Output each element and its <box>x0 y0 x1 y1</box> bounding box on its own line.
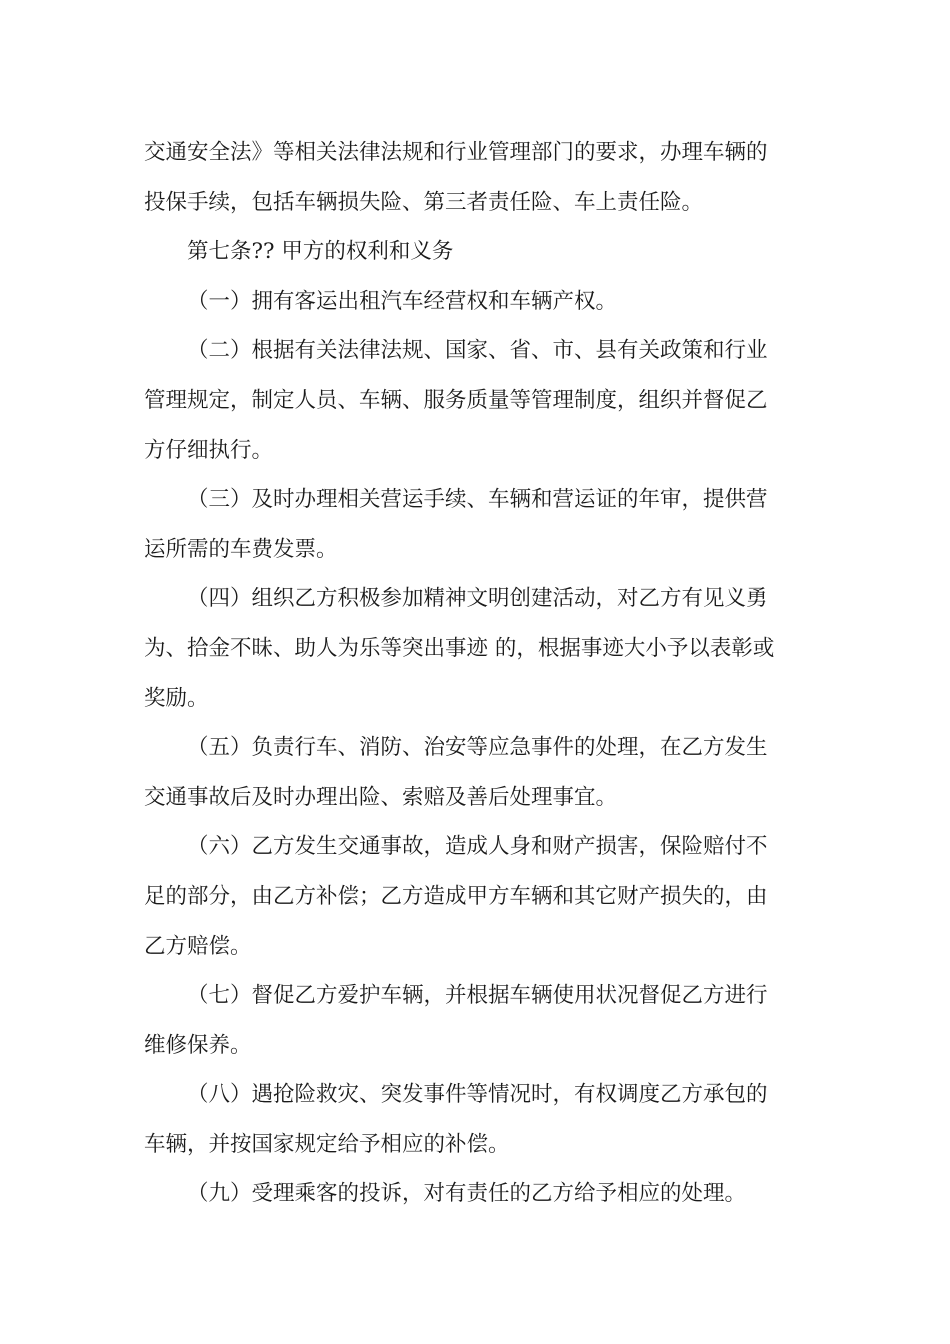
text-line: （三）及时办理相关营运手续、车辆和营运证的年审，提供营 <box>187 487 768 513</box>
paragraph <box>144 1169 808 1219</box>
paragraph <box>144 227 808 277</box>
text-line: 方仔细执行。 <box>144 437 274 463</box>
text-line: （八）遇抢险救灾、突发事件等情况时，有权调度乙方承包的 <box>187 1082 768 1108</box>
text-line: 奖励。 <box>144 685 209 711</box>
paragraph <box>144 475 808 574</box>
text-line: 为、拾金不昧、助人为乐等突出事迹 的，根据事迹大小予以表彰或 <box>144 635 775 661</box>
paragraph <box>144 822 808 971</box>
text-line: （二）根据有关法律法规、国家、省、市、县有关政策和行业 <box>187 338 768 364</box>
text-line: 交通安全法》等相关法律法规和行业管理部门的要求，办理车辆的 <box>144 140 768 165</box>
paragraph <box>144 723 808 822</box>
paragraph <box>144 128 808 227</box>
text-line: 交通事故后及时办理出险、索赔及善后处理事宜。 <box>144 784 618 810</box>
text-line: 维修保养。 <box>144 1032 252 1058</box>
text-line: （五）负责行车、消防、治安等应急事件的处理，在乙方发生 <box>187 735 768 761</box>
text-line: 足的部分，由乙方补偿；乙方造成甲方车辆和其它财产损失的，由 <box>144 883 768 909</box>
text-line: 管理规定，制定人员、车辆、服务质量等管理制度，组织并督促乙 <box>144 387 768 413</box>
text-line: 车辆，并按国家规定给予相应的补偿。 <box>144 1131 510 1157</box>
text-line: （九）受理乘客的投诉，对有责任的乙方给予相应的处理。 <box>187 1181 747 1207</box>
text-line: （四）组织乙方积极参加精神文明创建活动，对乙方有见义勇 <box>187 586 768 612</box>
text-line: 投保手续，包括车辆损失险、第三者责任险、车上责任险。 <box>144 189 704 215</box>
paragraph <box>144 574 808 723</box>
text-line: （七）督促乙方爱护车辆，并根据车辆使用状况督促乙方进行 <box>187 983 768 1009</box>
paragraph <box>144 326 808 475</box>
paragraph <box>144 277 808 327</box>
document-body <box>144 128 808 1219</box>
paragraph <box>144 1070 808 1169</box>
text-line: 第七条?? 甲方的权利和义务 <box>187 239 454 265</box>
text-line: 乙方赔偿。 <box>144 933 252 959</box>
text-line: 运所需的车费发票。 <box>144 536 338 562</box>
text-line: （六）乙方发生交通事故，造成人身和财产损害，保险赔付不 <box>187 834 768 860</box>
text-line: （一）拥有客运出租汽车经营权和车辆产权。 <box>187 288 618 314</box>
paragraph <box>144 971 808 1070</box>
